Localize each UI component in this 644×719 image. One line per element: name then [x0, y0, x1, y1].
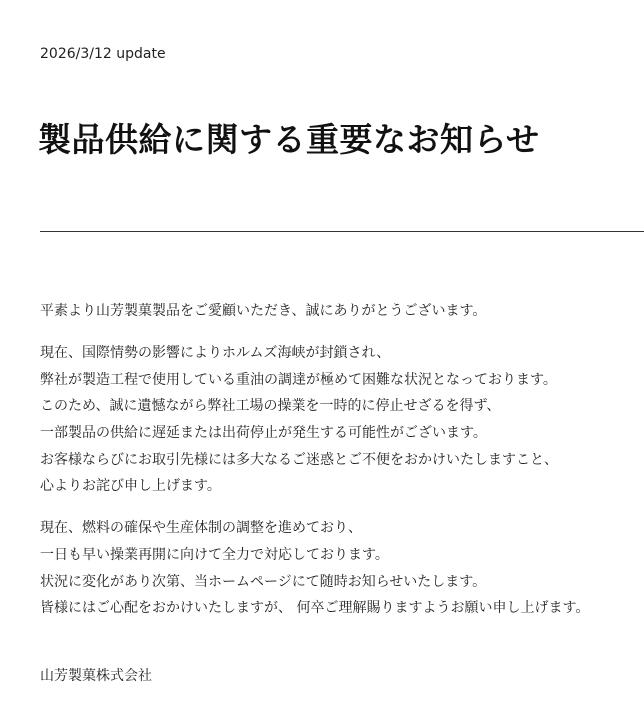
- paragraph-line: 弊社が製造工程で使用している重油の調達が極めて困難な状況となっております。: [40, 371, 557, 388]
- paragraph-line: このため、誠に遺憾ながら弊社工場の操業を一時的に停止せざるを得ず、: [40, 398, 501, 415]
- paragraph-line: 一日も早い操業再開に向けて全力で対応しております。: [40, 546, 389, 563]
- paragraph-line: 平素より山芳製菓製品をご愛顧いただき、誠にありがとうございます。: [40, 303, 487, 319]
- update-date: 2026/3/12 update: [40, 46, 166, 62]
- page-title: 製品供給に関する重要なお知らせ: [38, 120, 540, 159]
- notice-body: [40, 298, 640, 637]
- company-name: 山芳製菓株式会社: [40, 668, 152, 684]
- paragraph-line: お客様ならびにお取引先様には多大なるご迷惑とご不便をおかけいたしますこと、: [40, 451, 558, 468]
- paragraph-line: 状況に変化があり次第、当ホームページにて随時お知らせいたします。: [40, 573, 487, 590]
- response-paragraph: [40, 515, 640, 621]
- situation-paragraph: [40, 340, 640, 500]
- paragraph-line: 皆様にはご心配をおかけいたしますが、 何卒ご理解賜りますようお願い申し上げます。: [40, 600, 590, 617]
- paragraph-line: 現在、燃料の確保や生産体制の調整を進めており、: [40, 520, 362, 537]
- paragraph-line: 一部製品の供給に遅延または出荷停止が発生する可能性がございます。: [40, 424, 487, 441]
- paragraph-line: 心よりお詫び申し上げます。: [40, 478, 221, 495]
- title-divider: [40, 231, 644, 232]
- paragraph-line: 現在、国際情勢の影響によりホルムズ海峡が封鎖され、: [40, 345, 391, 362]
- greeting-paragraph: [40, 298, 640, 325]
